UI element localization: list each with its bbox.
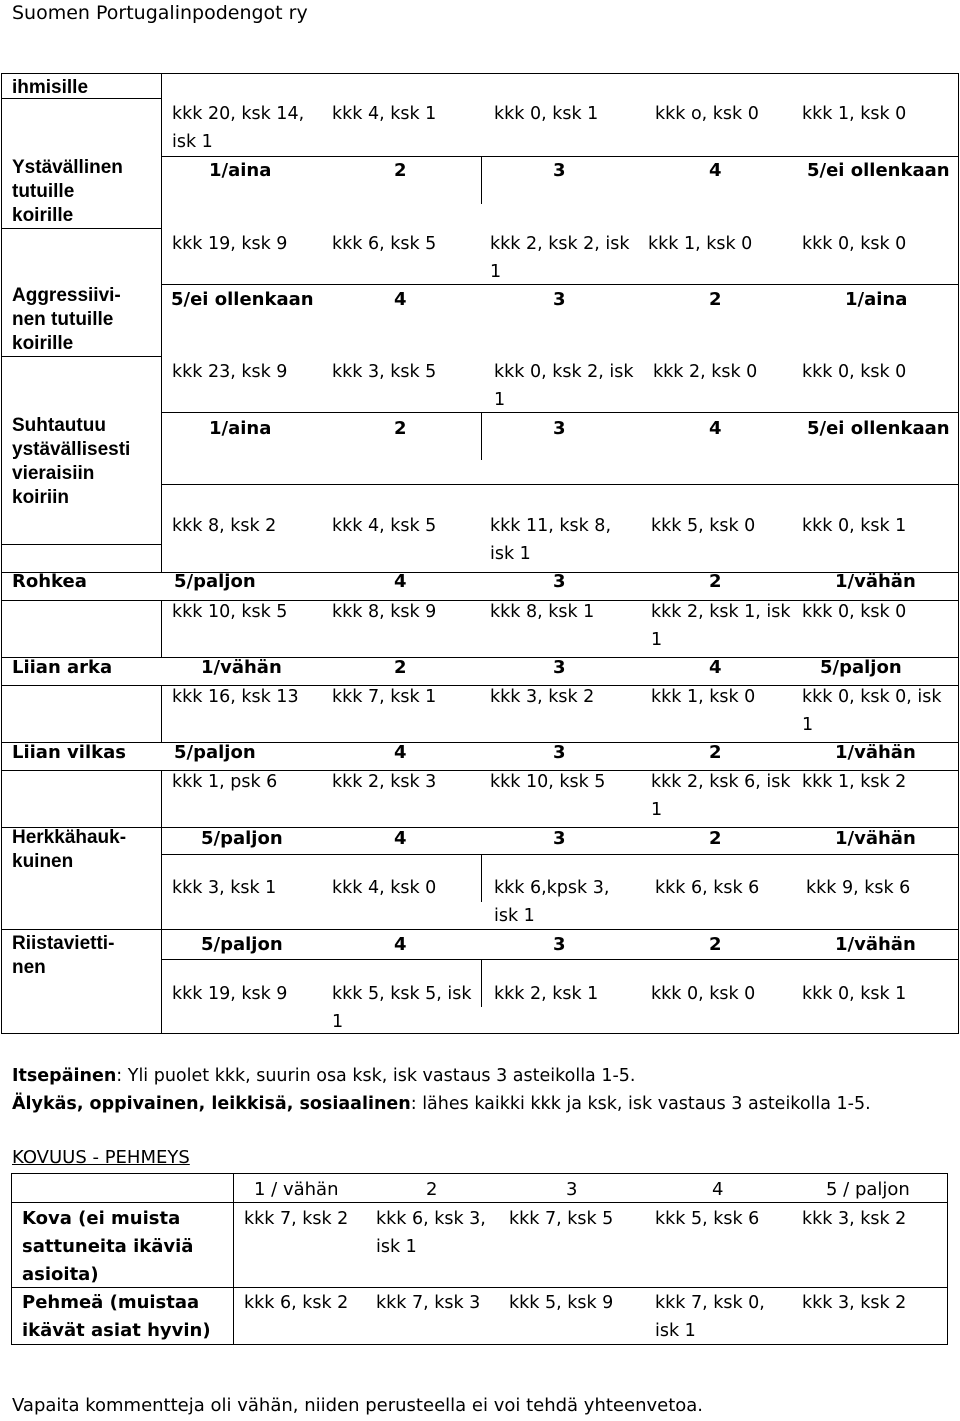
scale-cell: 2	[709, 289, 722, 310]
count-cell: kkk 6,kpsk 3, isk 1	[494, 878, 610, 926]
count-cell: kkk 2, ksk 1	[494, 984, 599, 1004]
scale-cell: 3	[553, 571, 566, 592]
count-cell: kkk 0, ksk 2, isk 1	[494, 362, 634, 410]
count-cell: kkk 6, ksk 2	[244, 1293, 349, 1313]
scale-cell: 3	[553, 160, 566, 181]
count-cell: kkk 0, ksk 1	[802, 984, 907, 1004]
kovuus-scale: 1 / vähän	[254, 1179, 339, 1200]
kovuus-scale: 2	[426, 1179, 438, 1200]
row-label-riista: Riistavietti- nen	[12, 933, 115, 978]
note-alykas: Älykäs, oppivainen, leikkisä, sosiaalinen: lähes kaikki kkk ja ksk, isk vastaus 3 asteikolla 1-5.	[12, 1094, 871, 1114]
scale-cell: 4	[394, 742, 407, 763]
row-label-aggressiivinen: Aggressiivi- nen tutuille koirille	[12, 285, 121, 354]
scale-cell: 1/vähän	[201, 657, 282, 678]
scale-cell: 5/ei ollenkaan	[807, 418, 950, 439]
count-cell: kkk 4, ksk 5	[332, 516, 437, 536]
count-cell: kkk 5, ksk 0	[651, 516, 756, 536]
count-cell: kkk 3, ksk 2	[802, 1293, 907, 1313]
count-cell: kkk 3, ksk 5	[332, 362, 437, 382]
scale-cell: 5/ei ollenkaan	[171, 289, 314, 310]
count-cell: kkk 9, ksk 6	[806, 878, 911, 898]
count-cell: kkk 3, ksk 1	[172, 878, 277, 898]
count-cell: kkk 20, ksk 14, isk 1	[172, 104, 305, 152]
count-cell: kkk 5, ksk 9	[509, 1293, 614, 1313]
footer-comment: Vapaita kommentteja oli vähän, niiden perusteella ei voi tehdä yhteenvetoa.	[12, 1395, 704, 1416]
scale-cell: 5/paljon	[820, 657, 902, 678]
count-cell: kkk 0, ksk 1	[802, 516, 907, 536]
count-cell: kkk 5, ksk 5, isk 1	[332, 984, 472, 1032]
scale-cell: 2	[709, 742, 722, 763]
row-label-liian-vilkas: Liian vilkas	[12, 742, 126, 763]
count-cell: kkk 7, ksk 3	[376, 1293, 481, 1313]
kovuus-scale: 5 / paljon	[826, 1179, 910, 1200]
scale-cell: 5/ei ollenkaan	[807, 160, 950, 181]
scale-cell: 4	[394, 934, 407, 955]
count-cell: kkk 16, ksk 13	[172, 687, 299, 707]
scale-cell: 3	[553, 418, 566, 439]
count-cell: kkk 0, ksk 0	[802, 602, 907, 622]
count-cell: kkk 1, ksk 2	[802, 772, 907, 792]
count-cell: kkk 1, ksk 0	[802, 104, 907, 124]
row-label-liian-arka: Liian arka	[12, 657, 113, 678]
count-cell: kkk 11, ksk 8, isk 1	[490, 516, 612, 564]
count-cell: kkk 8, ksk 9	[332, 602, 437, 622]
row-label-ihmisille: ihmisille	[12, 77, 89, 98]
count-cell: kkk 1, ksk 0	[651, 687, 756, 707]
scale-cell: 5/paljon	[201, 934, 283, 955]
count-cell: kkk 10, ksk 5	[490, 772, 606, 792]
count-cell: kkk 4, ksk 0	[332, 878, 437, 898]
scale-cell: 3	[553, 742, 566, 763]
count-cell: kkk o, ksk 0	[655, 104, 759, 124]
row-label-suhtautuu: Suhtautuu ystävällisesti vieraisiin koiriin	[12, 415, 131, 508]
count-cell: kkk 19, ksk 9	[172, 234, 288, 254]
scale-cell: 3	[553, 828, 566, 849]
count-cell: kkk 7, ksk 0, isk 1	[655, 1293, 765, 1341]
count-cell: kkk 1, psk 6	[172, 772, 278, 792]
kovuus-table	[11, 1173, 948, 1345]
count-cell: kkk 0, ksk 0, isk 1	[802, 687, 942, 735]
scale-cell: 4	[394, 571, 407, 592]
note-itsepainen: Itsepäinen: Yli puolet kkk, suurin osa ksk, isk vastaus 3 asteikolla 1-5.	[12, 1066, 636, 1086]
scale-cell: 1/vähän	[835, 742, 916, 763]
count-cell: kkk 0, ksk 0	[651, 984, 756, 1004]
row-label-ystavallinen: Ystävällinen tutuille koirille	[12, 157, 123, 226]
scale-cell: 4	[394, 828, 407, 849]
count-cell: kkk 2, ksk 6, isk 1	[651, 772, 791, 820]
count-cell: kkk 6, ksk 6	[655, 878, 760, 898]
count-cell: kkk 2, ksk 2, isk 1	[490, 234, 630, 282]
count-cell: kkk 0, ksk 0	[802, 362, 907, 382]
scale-cell: 1/vähän	[835, 828, 916, 849]
scale-cell: 3	[553, 934, 566, 955]
count-cell: kkk 2, ksk 3	[332, 772, 437, 792]
scale-cell: 5/paljon	[201, 828, 283, 849]
scale-cell: 2	[709, 934, 722, 955]
scale-cell: 1/vähän	[835, 934, 916, 955]
count-cell: kkk 0, ksk 0	[802, 234, 907, 254]
scale-cell: 1/aina	[845, 289, 908, 310]
kovuus-row-label-kova: Kova (ei muista sattuneita ikäviä asioita)	[22, 1208, 194, 1285]
row-label-rohkea: Rohkea	[12, 571, 87, 592]
scale-cell: 2	[394, 160, 407, 181]
scale-cell: 1/vähän	[835, 571, 916, 592]
scale-cell: 4	[709, 160, 722, 181]
count-cell: kkk 6, ksk 5	[332, 234, 437, 254]
row-label-herkka: Herkkähauk- kuinen	[12, 827, 127, 872]
page-header: Suomen Portugalinpodengot ry	[12, 2, 308, 24]
count-cell: kkk 2, ksk 0	[653, 362, 758, 382]
count-cell: kkk 3, ksk 2	[490, 687, 595, 707]
kovuus-scale: 3	[566, 1179, 578, 1200]
scale-cell: 4	[709, 657, 722, 678]
count-cell: kkk 19, ksk 9	[172, 984, 288, 1004]
kovuus-scale: 4	[712, 1179, 724, 1200]
scale-cell: 4	[394, 289, 407, 310]
count-cell: kkk 2, ksk 1, isk 1	[651, 602, 791, 650]
count-cell: kkk 6, ksk 3, isk 1	[376, 1209, 486, 1257]
count-cell: kkk 3, ksk 2	[802, 1209, 907, 1229]
kovuus-row-label-pehmea: Pehmeä (muistaa ikävät asiat hyvin)	[22, 1292, 211, 1341]
scale-cell: 2	[709, 571, 722, 592]
count-cell: kkk 8, ksk 2	[172, 516, 277, 536]
count-cell: kkk 5, ksk 6	[655, 1209, 760, 1229]
count-cell: kkk 1, ksk 0	[648, 234, 753, 254]
scale-cell: 1/aina	[209, 418, 272, 439]
scale-cell: 3	[553, 289, 566, 310]
count-cell: kkk 23, ksk 9	[172, 362, 288, 382]
scale-cell: 5/paljon	[174, 742, 256, 763]
scale-cell: 2	[394, 418, 407, 439]
scale-cell: 3	[553, 657, 566, 678]
count-cell: kkk 0, ksk 1	[494, 104, 599, 124]
scale-cell: 5/paljon	[174, 571, 256, 592]
main-survey-table	[1, 73, 959, 1034]
count-cell: kkk 4, ksk 1	[332, 104, 437, 124]
count-cell: kkk 7, ksk 5	[509, 1209, 614, 1229]
count-cell: kkk 8, ksk 1	[490, 602, 595, 622]
scale-cell: 2	[394, 657, 407, 678]
count-cell: kkk 7, ksk 2	[244, 1209, 349, 1229]
scale-cell: 1/aina	[209, 160, 272, 181]
count-cell: kkk 10, ksk 5	[172, 602, 288, 622]
scale-cell: 4	[709, 418, 722, 439]
count-cell: kkk 7, ksk 1	[332, 687, 437, 707]
scale-cell: 2	[709, 828, 722, 849]
kovuus-title: KOVUUS - PEHMEYS	[12, 1147, 190, 1168]
